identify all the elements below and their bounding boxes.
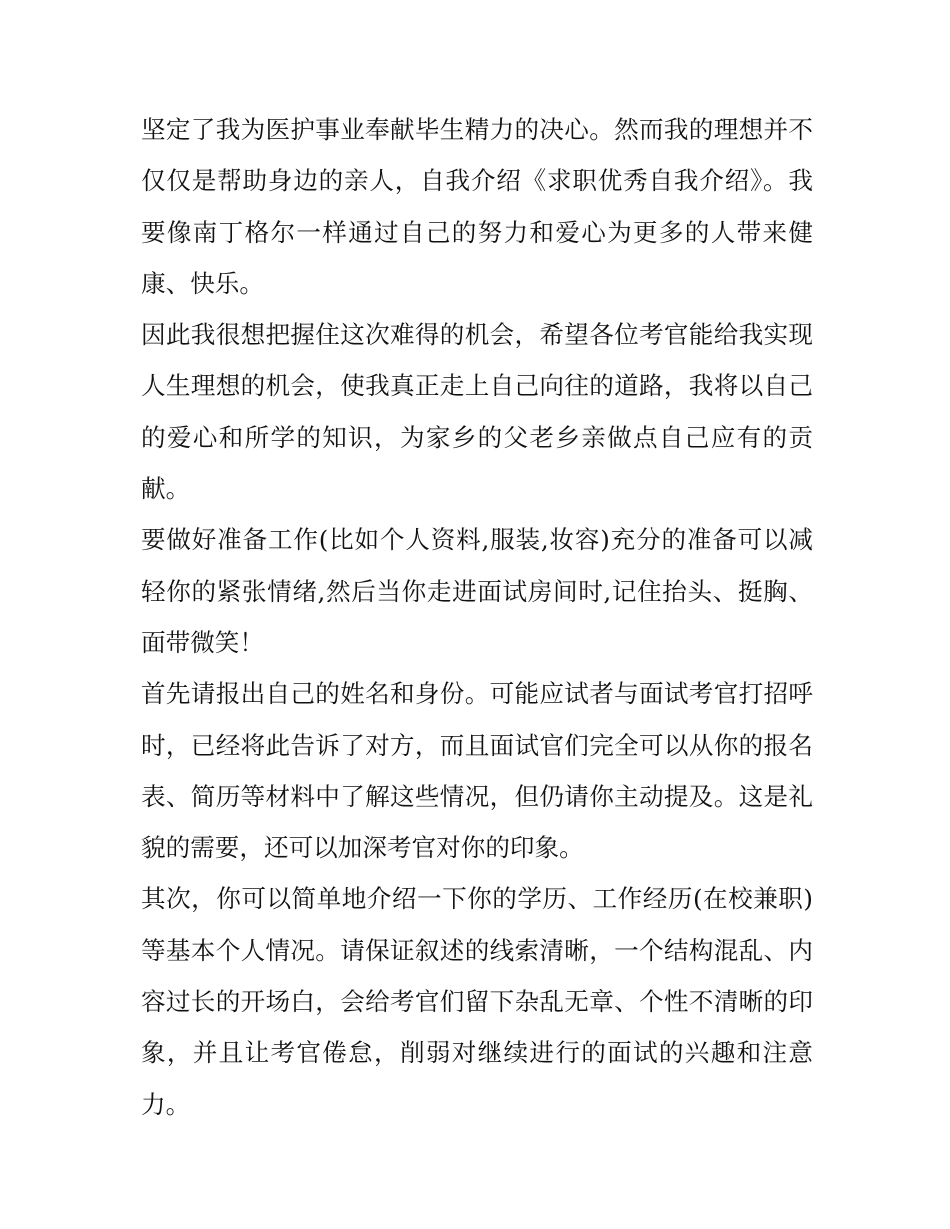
- paragraph-2: 因此我很想把握住这次难得的机会，希望各位考官能给我实现人生理想的机会，使我真正走上自己向往的道路，我将以自己的爱心和所学的知识，为家乡的父老乡亲做点自己应有的贡献。: [141, 320, 813, 504]
- paragraph-5: 其次，你可以简单地介绍一下你的学历、工作经历(在校兼职)等基本个人情况。请保证叙述的线索清晰，一个结构混乱、内容过长的开场白，会给考官们留下杂乱无章、个性不清晰的印象，并且让考官倦怠，削弱对继续进行的面试的兴趣和注意力。: [141, 884, 813, 1119]
- paragraph-4: 首先请报出自己的姓名和身份。可能应试者与面试考官打招呼时，已经将此告诉了对方，而且面试官们完全可以从你的报名表、简历等材料中了解这些情况，但仍请你主动提及。这是礼貌的需要，还可以加深考官对你的印象。: [141, 679, 813, 863]
- document-body: [141, 104, 813, 1130]
- paragraph-1: 坚定了我为医护事业奉献毕生精力的决心。然而我的理想并不仅仅是帮助身边的亲人，自我介绍《求职优秀自我介绍》。我要像南丁格尔一样通过自己的努力和爱心为更多的人带来健康、快乐。: [141, 115, 813, 298]
- paragraph-3: 要做好准备工作(比如个人资料,服装,妆容)充分的准备可以减轻你的紧张情绪,然后当你走进面试房间时,记住抬头、挺胸、面带微笑！: [141, 525, 813, 657]
